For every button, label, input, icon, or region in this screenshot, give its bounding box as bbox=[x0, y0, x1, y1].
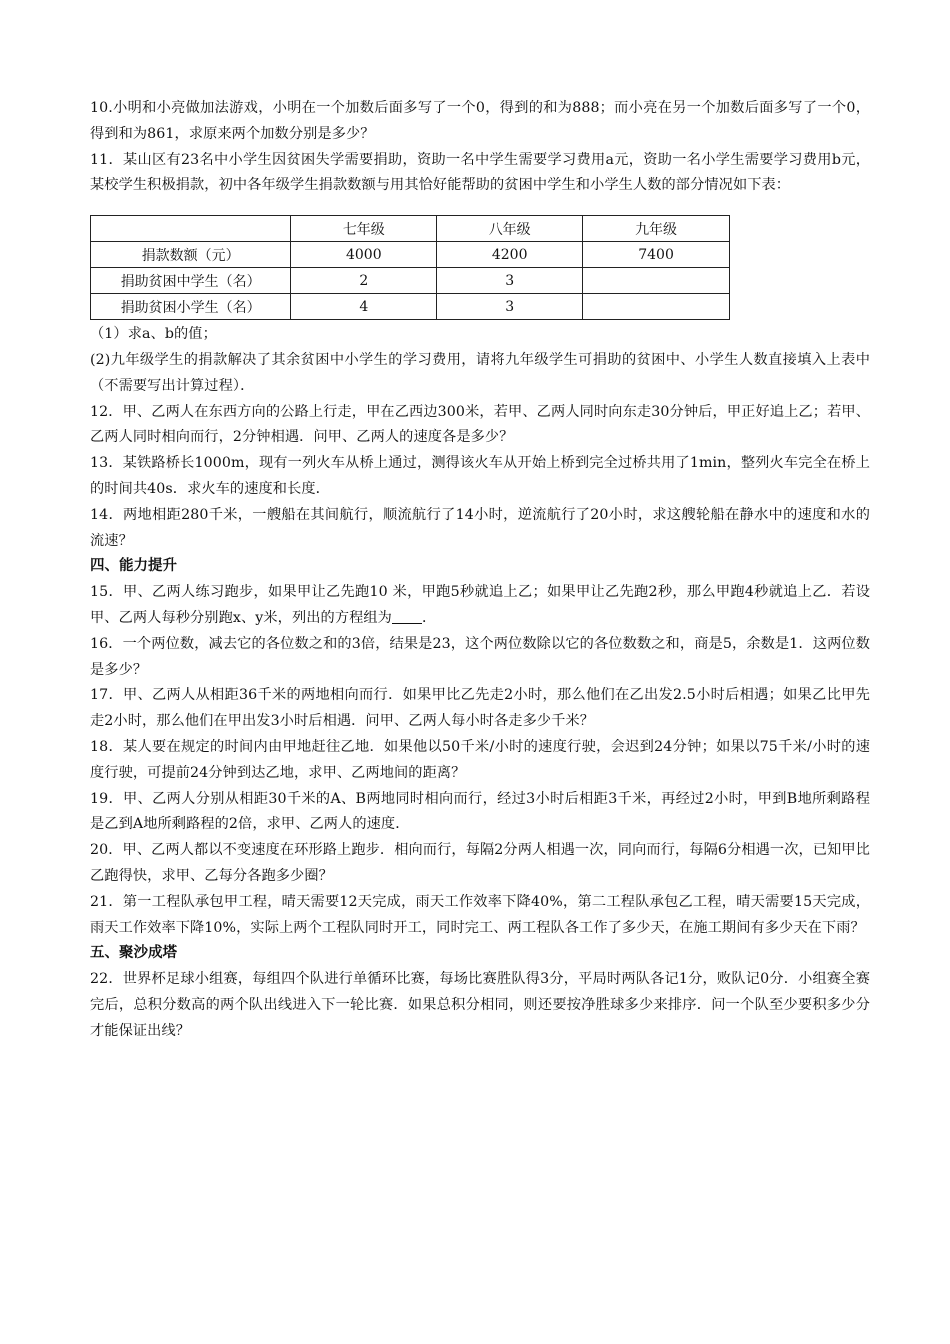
question-11: 11．某山区有23名中小学生因贫困失学需要捐助，资助一名中学生需要学习费用a元，资助一名小学生需要学习费用b元，某校学生积极捐款，初中各年级学生捐款数额与用其恰好能帮助的贫困中学生和小学生人数的部分情况如下表： bbox=[90, 151, 870, 194]
question-17: 17．甲、乙两人从相距36千米的两地相向而行．如果甲比乙先走2小时，那么他们在乙出发2.5小时后相遇；如果乙比甲先走2小时，那么他们在甲出发3小时后相遇．问甲、乙两人每小时各走多少千米？ bbox=[90, 687, 870, 730]
table-cell bbox=[583, 268, 730, 294]
question-11-part-1: （1）求a、b的值； bbox=[90, 326, 217, 343]
question-11-part-2: (2)九年级学生的捐款解决了其余贫困中小学生的学习费用，请将九年级学生可捐助的贫困中、小学生人数直接填入上表中（不需要写出计算过程）． bbox=[90, 351, 870, 394]
table-row bbox=[91, 268, 730, 294]
donation-table bbox=[90, 215, 730, 320]
table-row bbox=[91, 242, 730, 268]
table-cell bbox=[583, 294, 730, 320]
table-cell: 4200 bbox=[437, 242, 583, 268]
table-cell: 4 bbox=[291, 294, 437, 320]
table-cell: 3 bbox=[437, 268, 583, 294]
question-15 bbox=[90, 580, 870, 632]
question-21: 21．第一工程队承包甲工程，晴天需要12天完成，雨天工作效率下降40%，第二工程队承包乙工程，晴天需要15天完成，雨天工作效率下降10%，实际上两个工程队同时开工，同时完工、两工程队各工作了多少天，在施工期间有多少天在下雨？ bbox=[90, 893, 870, 936]
table-cell: 4000 bbox=[291, 242, 437, 268]
table-cell: 捐助贫困小学生（名） bbox=[91, 294, 291, 320]
question-14: 14．两地相距280千米，一艘船在其间航行，顺流航行了14小时，逆流航行了20小时，求这艘轮船在静水中的速度和水的流速？ bbox=[90, 506, 870, 549]
table-header-row bbox=[91, 216, 730, 242]
question-16: 16．一个两位数，减去它的各位数之和的3倍，结果是23，这个两位数除以它的各位数数之和，商是5，余数是1．这两位数是多少？ bbox=[90, 635, 870, 678]
section-heading-5: 五、聚沙成塔 bbox=[90, 945, 177, 962]
answer-blank bbox=[392, 609, 422, 624]
question-13: 13．某铁路桥长1000m，现有一列火车从桥上通过，测得该火车从开始上桥到完全过桥共用了1min，整列火车完全在桥上的时间共40s．求火车的速度和长度． bbox=[90, 455, 870, 497]
table-header-cell: 九年级 bbox=[583, 216, 730, 242]
question-19: 19．甲、乙两人分别从相距30千米的A、B两地同时相向而行，经过3小时后相距3千米，再经过2小时，甲到B地所剩路程是乙到A地所剩路程的2倍，求甲、乙两人的速度． bbox=[90, 790, 870, 833]
table-cell: 7400 bbox=[583, 242, 730, 268]
question-10: 10.小明和小亮做加法游戏，小明在一个加数后面多写了一个0，得到的和为888；而小亮在另一个加数后面多写了一个0，得到和为861，求原来两个加数分别是多少？ bbox=[90, 100, 870, 142]
question-15-text: 15．甲、乙两人练习跑步，如果甲让乙先跑10 米，甲跑5秒就追上乙；如果甲让乙先跑2秒，那么甲跑4秒就追上乙．若设甲、乙两人每秒分别跑x、y米，列出的方程组为 bbox=[90, 584, 870, 626]
table-cell: 2 bbox=[291, 268, 437, 294]
question-22: 22．世界杯足球小组赛，每组四个队进行单循环比赛，每场比赛胜队得3分，平局时两队各记1分，败队记0分．小组赛全赛完后，总积分数高的两个队出线进入下一轮比赛．如果总积分相同，则还要按净胜球多少来排序．问一个队至少要积多少分才能保证出线？ bbox=[90, 971, 870, 1039]
table-cell: 捐款数额（元） bbox=[91, 242, 291, 268]
table-header-cell bbox=[91, 216, 291, 242]
table-header-cell: 七年级 bbox=[291, 216, 437, 242]
table-row bbox=[91, 294, 730, 320]
question-18: 18．某人要在规定的时间内由甲地赶往乙地．如果他以50千米/小时的速度行驶，会迟到24分钟；如果以75千米/小时的速度行驶，可提前24分钟到达乙地，求甲、乙两地间的距离？ bbox=[90, 738, 870, 781]
table-header-cell: 八年级 bbox=[437, 216, 583, 242]
question-20: 20．甲、乙两人都以不变速度在环形路上跑步．相向而行，每隔2分两人相遇一次，同向而行，每隔6分相遇一次，已知甲比乙跑得快，求甲、乙每分各跑多少圈？ bbox=[90, 842, 870, 884]
question-15-end: ． bbox=[421, 609, 437, 626]
table-cell: 捐助贫困中学生（名） bbox=[91, 268, 291, 294]
section-heading-4: 四、能力提升 bbox=[90, 558, 177, 575]
document-page bbox=[90, 96, 870, 1045]
table-cell: 3 bbox=[437, 294, 583, 320]
question-12: 12．甲、乙两人在东西方向的公路上行走，甲在乙西边300米，若甲、乙两人同时向东走30分钟后，甲正好追上乙；若甲、乙两人同时相向而行，2分钟相遇．问甲、乙两人的速度各是多少？ bbox=[90, 403, 870, 446]
donation-table-wrapper bbox=[90, 215, 870, 320]
